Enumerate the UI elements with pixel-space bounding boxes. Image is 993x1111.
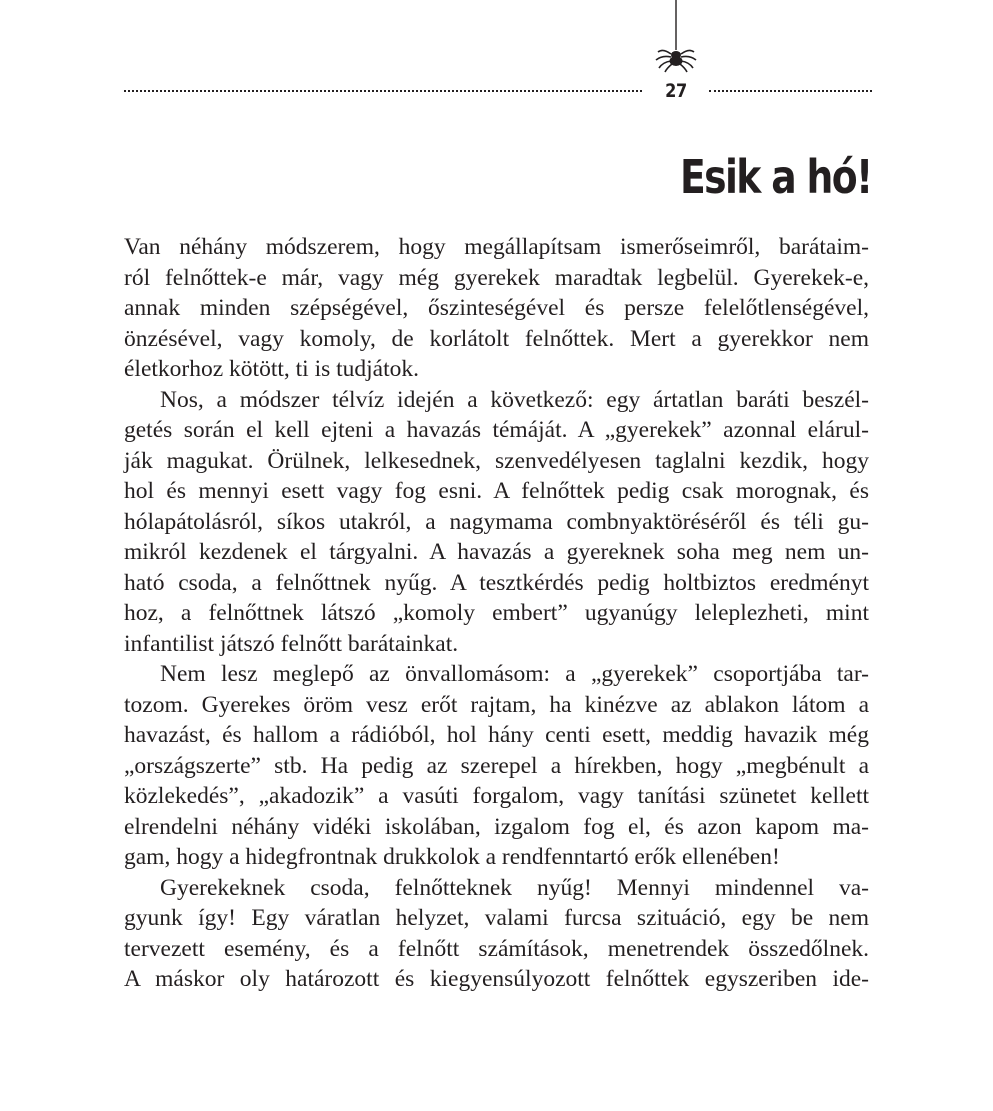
paragraph xyxy=(124,385,869,660)
text-line: gyunk így! Egy váratlan helyzet, valami furcsa szituáció, egy be nem xyxy=(124,905,869,931)
text-line: ról felnőttek-e már, vagy még gyerekek maradtak legbelül. Gyerekek-e, xyxy=(124,264,869,291)
text-line: A máskor oly határozott és kiegyensúlyozott felnőttek egyszeriben ide- xyxy=(124,966,869,992)
text-line: tozom. Gyerekes öröm vesz erőt rajtam, ha kinézve az ablakon látom a xyxy=(124,691,869,718)
text-line: Van néhány módszerem, hogy megállapítsam ismerőseimről, barátaim- xyxy=(124,234,869,260)
text-line: hol és mennyi esett vagy fog esni. A felnőttek pedig csak morognak, és xyxy=(124,478,869,504)
text-line: gam, hogy a hidegfrontnak drukkolok a rendfenntartó erők ellenében! xyxy=(124,844,780,870)
text-line: Gyerekeknek csoda, felnőtteknek nyűg! Mennyi mindennel va- xyxy=(160,874,869,901)
article-body xyxy=(124,232,869,995)
dotted-rule-right xyxy=(709,90,872,92)
page-header xyxy=(124,0,872,110)
text-line: közlekedés”, „akadozik” a vasúti forgalom, vagy tanítási szünetet kellett xyxy=(124,783,869,809)
paragraph xyxy=(124,873,869,995)
text-line: annak minden szépségével, őszinteségével és persze felelőtlenségével, xyxy=(124,295,869,321)
text-line: infantilist játszó felnőtt barátainkat. xyxy=(124,630,459,657)
text-line: tervezett esemény, és a felnőtt számítások, menetrendek összedőlnek. xyxy=(124,935,869,962)
text-line: önzésével, vagy komoly, de korlátolt felnőttek. Mert a gyerekkor nem xyxy=(124,325,869,352)
text-line: ható csoda, a felnőttnek nyűg. A tesztkérdés pedig holtbiztos eredményt xyxy=(124,569,869,596)
text-line: Nos, a módszer télvíz idején a következő: egy ártatlan baráti beszél- xyxy=(160,386,869,413)
text-line: hoz, a felnőttnek látszó „komoly embert” ugyanúgy leleplezheti, mint xyxy=(124,600,869,626)
page-number: 27 xyxy=(665,80,687,102)
chapter-title: Esik a hó! xyxy=(680,150,872,204)
spider-icon xyxy=(653,0,699,74)
dotted-rule-left xyxy=(124,90,642,92)
text-line: elrendelni néhány vidéki iskolában, izgalom fog el, és azon kapom ma- xyxy=(124,813,869,840)
text-line: hólapátolásról, síkos utakról, a nagymama combnyaktöréséről és téli gu- xyxy=(124,508,869,535)
text-line: getés során el kell ejteni a havazás témáját. A „gyerekek” azonnal elárul- xyxy=(124,417,869,443)
text-line: ják magukat. Örülnek, lelkesednek, szenvedélyesen taglalni kezdik, hogy xyxy=(124,447,869,474)
text-line: havazást, és hallom a rádióból, hol hány centi esett, meddig havazik még xyxy=(124,722,869,748)
text-line: Nem lesz meglepő az önvallomásom: a „gyerekek” csoportjába tar- xyxy=(160,661,869,687)
text-line: „országszerte” stb. Ha pedig az szerepel a hírekben, hogy „megbénult a xyxy=(124,752,869,779)
paragraph xyxy=(124,659,869,873)
text-line: életkorhoz kötött, ti is tudjátok. xyxy=(124,356,420,382)
text-line: mikról kezdenek el tárgyalni. A havazás a gyereknek soha meg nem un- xyxy=(124,539,869,565)
paragraph xyxy=(124,232,869,385)
